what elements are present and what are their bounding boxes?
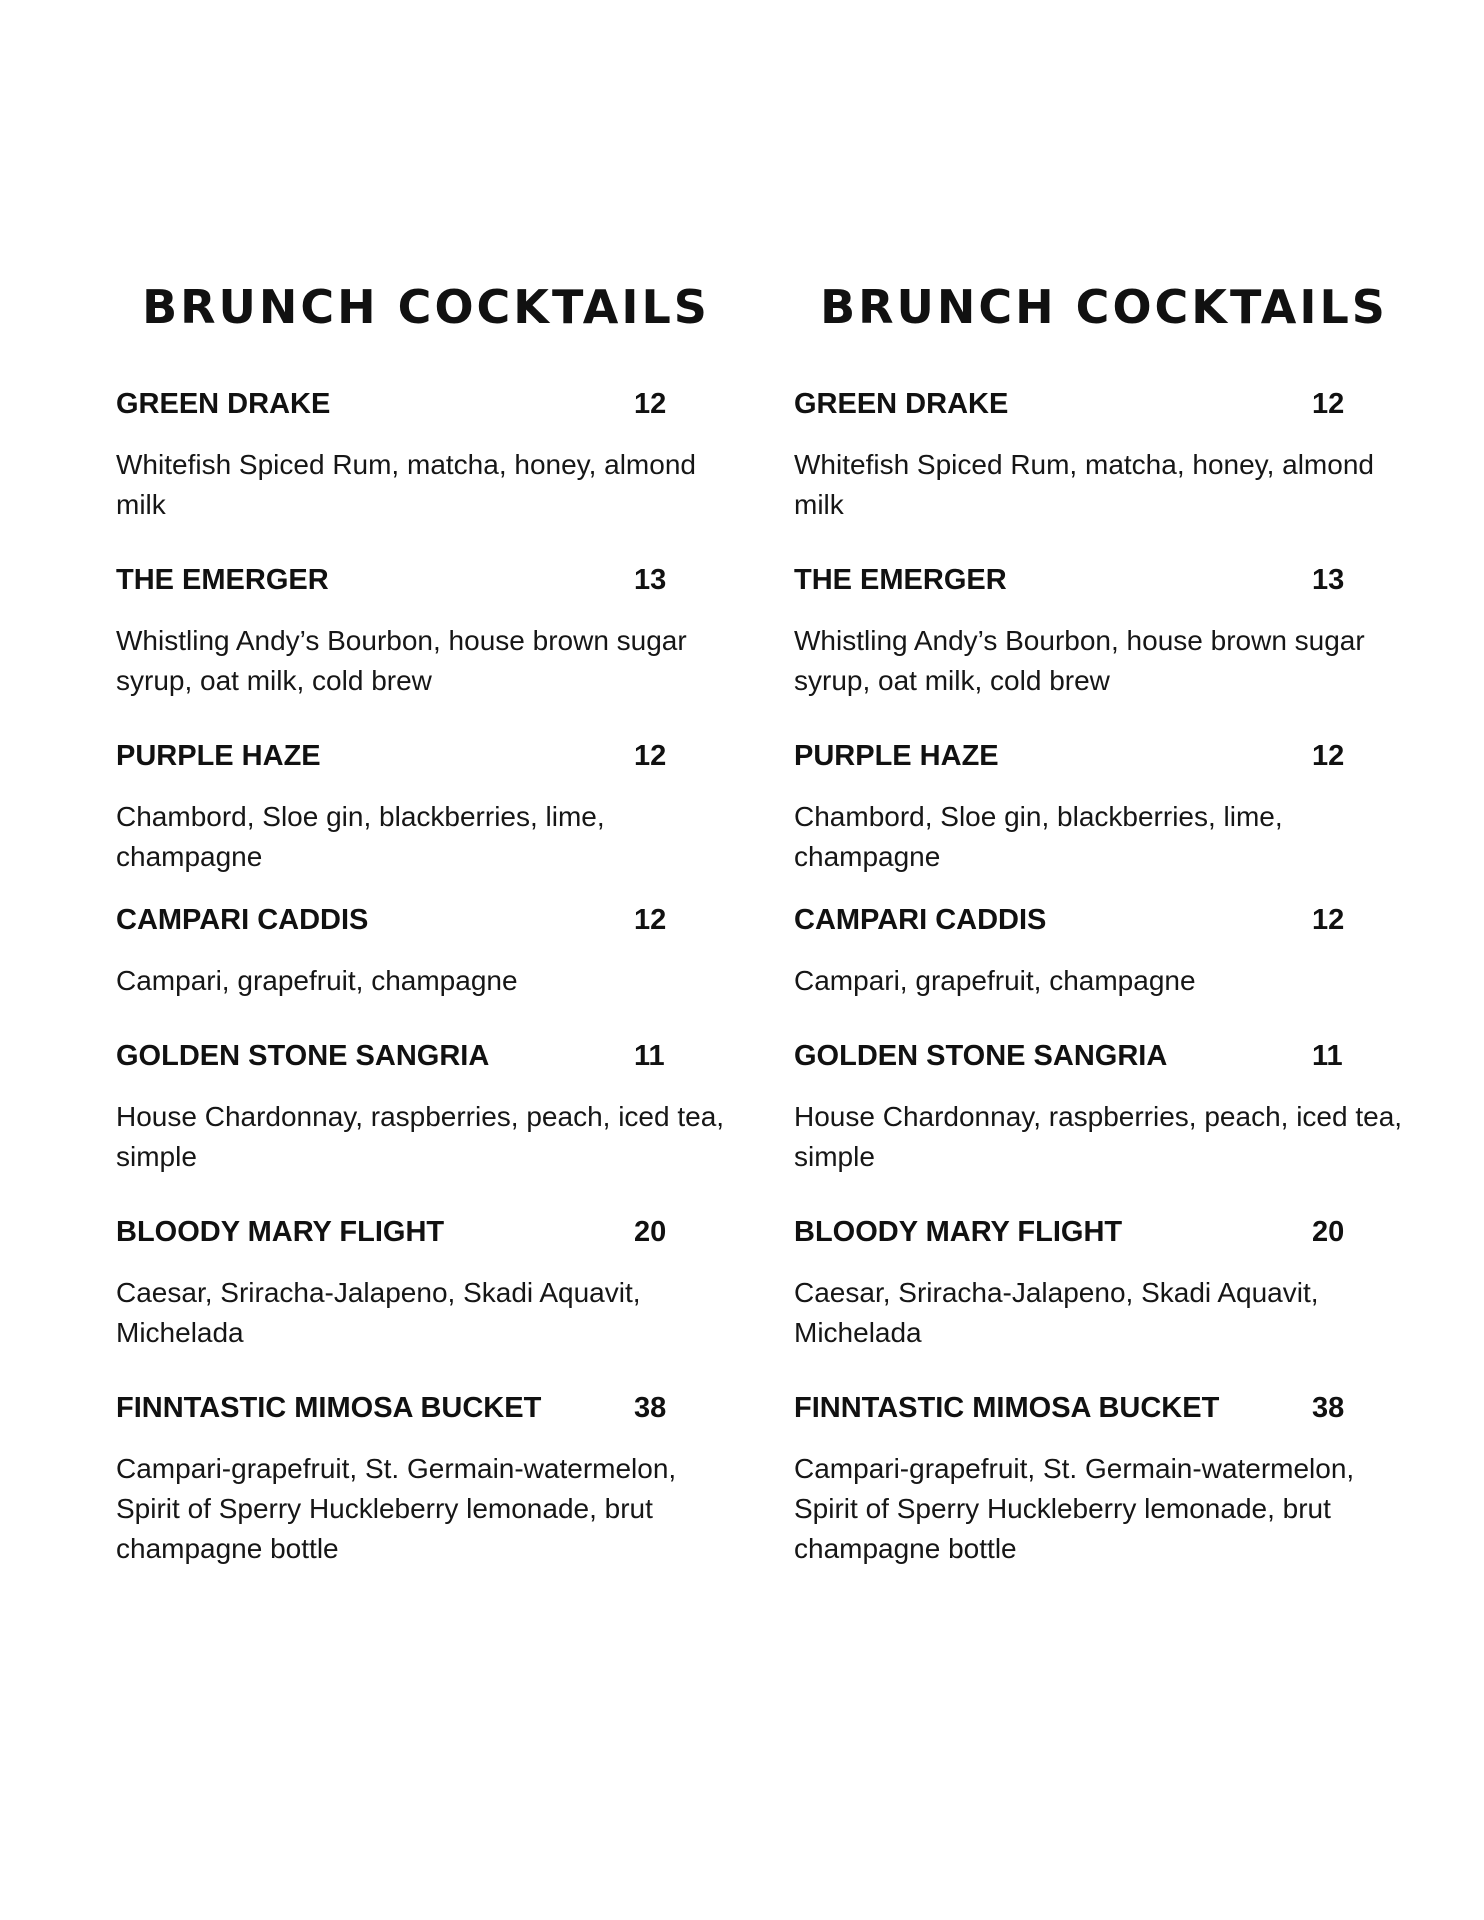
- menu-column-left: [116, 272, 746, 1569]
- item-description: Chambord, Sloe gin, blackberries, lime, champagne: [116, 801, 605, 872]
- menu-item-the-emerger: [794, 556, 1424, 701]
- item-name: FINNTASTIC MIMOSA BUCKET: [116, 1392, 542, 1424]
- item-price: 20: [634, 1216, 667, 1248]
- item-description: Caesar, Sriracha-Jalapeno, Skadi Aquavit, Michelada: [116, 1277, 641, 1348]
- item-price: 20: [1312, 1216, 1345, 1248]
- item-name: CAMPARI CADDIS: [116, 904, 369, 936]
- item-name: BLOODY MARY FLIGHT: [794, 1216, 1123, 1248]
- item-header: [116, 556, 746, 604]
- item-header: [794, 896, 1424, 944]
- item-header: [116, 1208, 746, 1256]
- item-name: FINNTASTIC MIMOSA BUCKET: [794, 1392, 1220, 1424]
- menu-item-golden-stone-sangria: [794, 1032, 1424, 1177]
- item-description: Campari, grapefruit, champagne: [116, 965, 518, 996]
- item-header: [116, 732, 746, 780]
- item-header: [794, 1208, 1424, 1256]
- item-name: PURPLE HAZE: [794, 740, 999, 772]
- item-description: Campari-grapefruit, St. Germain-watermelon, Spirit of Sperry Huckleberry lemonade, brut champagne bottle: [794, 1453, 1355, 1564]
- item-price: 38: [1312, 1392, 1345, 1424]
- item-header: [116, 380, 746, 428]
- item-name: GREEN DRAKE: [116, 388, 331, 420]
- item-name: PURPLE HAZE: [116, 740, 321, 772]
- menu-item-purple-haze: [116, 732, 746, 877]
- item-name: THE EMERGER: [116, 564, 329, 596]
- item-price: 12: [1312, 904, 1345, 936]
- item-description: Campari, grapefruit, champagne: [794, 965, 1196, 996]
- item-price: 12: [634, 388, 667, 420]
- item-price: 11: [1312, 1040, 1343, 1072]
- item-name: THE EMERGER: [794, 564, 1007, 596]
- menu-item-green-drake: [116, 380, 746, 525]
- item-description: Whistling Andy’s Bourbon, house brown sugar syrup, oat milk, cold brew: [116, 625, 687, 696]
- menu-column-right: [794, 272, 1424, 1569]
- item-name: BLOODY MARY FLIGHT: [116, 1216, 445, 1248]
- menu-item-the-emerger: [116, 556, 746, 701]
- item-name: GOLDEN STONE SANGRIA: [794, 1040, 1168, 1072]
- menu-item-purple-haze: [794, 732, 1424, 877]
- menu-title: BRUNCH COCKTAILS: [142, 280, 710, 334]
- item-price: 12: [1312, 740, 1345, 772]
- item-description: Whitefish Spiced Rum, matcha, honey, almond milk: [116, 449, 696, 520]
- item-header: [794, 732, 1424, 780]
- item-description: Whistling Andy’s Bourbon, house brown sugar syrup, oat milk, cold brew: [794, 625, 1365, 696]
- item-header: [116, 1032, 746, 1080]
- item-header: [116, 1384, 746, 1432]
- menu-item-bloody-mary-flight: [116, 1208, 746, 1353]
- item-name: CAMPARI CADDIS: [794, 904, 1047, 936]
- item-description: Chambord, Sloe gin, blackberries, lime, champagne: [794, 801, 1283, 872]
- item-price: 11: [634, 1040, 665, 1072]
- item-name: GREEN DRAKE: [794, 388, 1009, 420]
- item-description: Caesar, Sriracha-Jalapeno, Skadi Aquavit, Michelada: [794, 1277, 1319, 1348]
- menu-item-campari-caddis: [794, 896, 1424, 1001]
- menu-item-finntastic-mimosa-bucket: [794, 1384, 1424, 1569]
- item-price: 38: [634, 1392, 667, 1424]
- item-header: [794, 1384, 1424, 1432]
- item-header: [794, 1032, 1424, 1080]
- item-header: [794, 380, 1424, 428]
- item-price: 12: [634, 904, 667, 936]
- menu-item-finntastic-mimosa-bucket: [116, 1384, 746, 1569]
- item-description: House Chardonnay, raspberries, peach, iced tea, simple: [116, 1101, 725, 1172]
- menu-item-golden-stone-sangria: [116, 1032, 746, 1177]
- item-price: 12: [1312, 388, 1345, 420]
- menu-item-campari-caddis: [116, 896, 746, 1001]
- item-description: House Chardonnay, raspberries, peach, iced tea, simple: [794, 1101, 1403, 1172]
- menu-item-bloody-mary-flight: [794, 1208, 1424, 1353]
- item-description: Whitefish Spiced Rum, matcha, honey, almond milk: [794, 449, 1374, 520]
- menu-item-list: [794, 380, 1424, 1569]
- item-name: GOLDEN STONE SANGRIA: [116, 1040, 490, 1072]
- item-header: [116, 896, 746, 944]
- item-price: 13: [634, 564, 667, 596]
- item-price: 12: [634, 740, 667, 772]
- menu-title: BRUNCH COCKTAILS: [820, 280, 1388, 334]
- item-description: Campari-grapefruit, St. Germain-watermelon, Spirit of Sperry Huckleberry lemonade, brut champagne bottle: [116, 1453, 677, 1564]
- item-price: 13: [1312, 564, 1345, 596]
- menu-item-list: [116, 380, 746, 1569]
- menu-item-green-drake: [794, 380, 1424, 525]
- item-header: [794, 556, 1424, 604]
